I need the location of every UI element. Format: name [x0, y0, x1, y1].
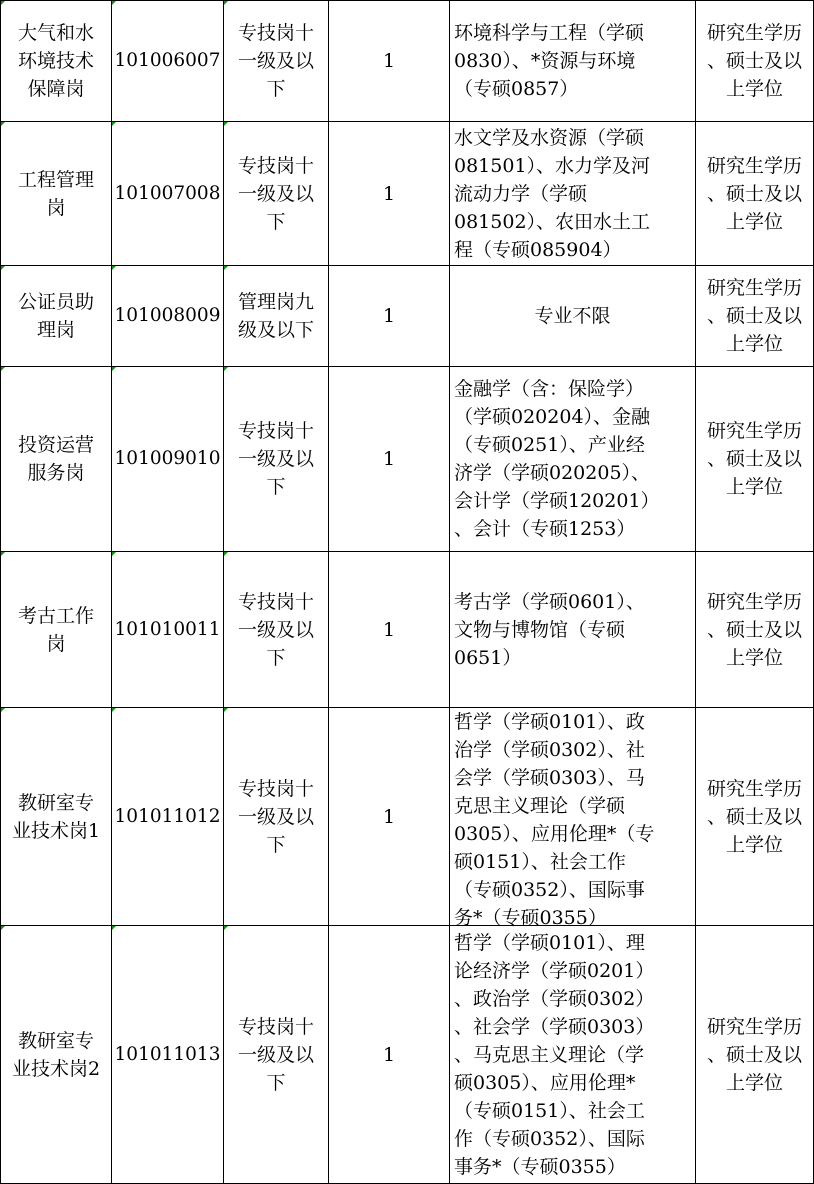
position-code-cell — [112, 367, 224, 552]
major-requirements-line: 考古学（学硕0601）、 — [454, 590, 645, 613]
position-grade-cell — [224, 266, 329, 367]
headcount-cell — [329, 266, 450, 367]
degree-requirement-line: 、硕士及以 — [706, 50, 802, 72]
cell-comment-marker — [224, 1, 228, 5]
position-name-line: 业技术岗2 — [11, 1057, 101, 1080]
position-name-cell — [1, 926, 112, 1184]
position-grade-line: 专技岗十 — [237, 420, 314, 442]
position-name-line: 教研室专 — [17, 791, 94, 814]
position-name-cell — [1, 266, 112, 367]
cell-comment-marker — [224, 266, 228, 270]
major-requirements-line: 程（专硕085904） — [454, 238, 622, 261]
degree-requirement-cell — [696, 122, 814, 266]
headcount-cell — [329, 926, 450, 1184]
degree-requirement-line: 研究生学历 — [706, 1015, 802, 1038]
table-row — [1, 708, 814, 926]
position-grade-line: 一级及以 — [237, 1043, 314, 1066]
position-name-cell — [1, 367, 112, 552]
major-requirements-line: （专硕0857） — [454, 78, 579, 100]
degree-requirement-line: 研究生学历 — [706, 154, 802, 177]
position-name-line: 服务岗 — [27, 462, 85, 484]
major-requirements-line: 哲学（学硕0101）、理 — [454, 931, 645, 954]
major-requirements-line: （专硕0352）、国际事 — [454, 879, 645, 901]
major-requirements-line: 会计学（学硕120201） — [454, 490, 660, 512]
major-requirements-line: 、马克思主义理论（学 — [454, 1043, 645, 1066]
table-row — [1, 367, 814, 552]
major-requirements-cell — [450, 552, 696, 708]
degree-requirement-cell — [696, 708, 814, 926]
headcount-cell — [329, 1, 450, 122]
degree-requirement-line: 研究生学历 — [706, 777, 802, 800]
position-grade-cell — [224, 367, 329, 552]
cell-comment-marker — [112, 367, 116, 371]
degree-requirement-cell — [696, 1, 814, 122]
cell-comment-marker — [1, 266, 5, 270]
degree-requirement-line: 上学位 — [725, 646, 783, 669]
position-grade-line: 下 — [266, 1071, 286, 1094]
degree-requirement-line: 研究生学历 — [706, 420, 802, 442]
positions-table-body — [1, 1, 814, 1184]
position-name-line: 教研室专 — [17, 1029, 94, 1052]
major-requirements-line: （学硕020204）、金融 — [454, 406, 651, 428]
major-requirements-line: （专硕0251）、产业经 — [454, 434, 645, 456]
major-requirements-cell — [450, 1, 696, 122]
degree-requirement-cell — [696, 367, 814, 552]
position-grade-line: 管理岗九 — [237, 291, 314, 313]
headcount-text: 1 — [382, 50, 396, 72]
degree-requirement-cell — [696, 552, 814, 708]
headcount-text: 1 — [382, 305, 396, 327]
degree-requirement-line: 研究生学历 — [706, 590, 802, 613]
degree-requirement-line: 上学位 — [725, 833, 783, 856]
major-requirements-line: 0830）、*资源与环境 — [454, 50, 636, 72]
position-grade-line: 下 — [266, 646, 286, 669]
cell-comment-marker — [224, 552, 228, 556]
position-grade-cell — [224, 1, 329, 122]
cell-comment-marker — [1, 1, 5, 5]
position-grade-line: 下 — [266, 210, 286, 233]
major-requirements-line: 0305）、应用伦理*（专 — [454, 823, 655, 845]
degree-requirement-line: 研究生学历 — [706, 22, 802, 44]
headcount-text: 1 — [382, 618, 396, 641]
position-code-text: 101011012 — [114, 805, 221, 827]
major-requirements-line: 、社会学（学硕0303） — [454, 1015, 655, 1038]
table-row — [1, 552, 814, 708]
position-code-text: 101010011 — [114, 618, 221, 640]
position-name-line: 岗 — [46, 632, 66, 655]
position-name-cell — [1, 708, 112, 926]
cell-comment-marker — [112, 926, 116, 930]
major-requirements-line: 会学（学硕0303）、马 — [454, 767, 645, 789]
major-requirements-line: 081501）、水力学及河 — [454, 154, 651, 177]
major-requirements-cell — [450, 122, 696, 266]
cell-comment-marker — [1, 367, 5, 371]
position-name-line: 岗 — [46, 196, 66, 219]
position-name-line: 业技术岗1 — [11, 819, 101, 842]
degree-requirement-line: 、硕士及以 — [706, 448, 802, 470]
degree-requirement-line: 上学位 — [725, 333, 783, 355]
position-grade-cell — [224, 122, 329, 266]
cell-comment-marker — [112, 552, 116, 556]
major-requirements-cell — [450, 367, 696, 552]
headcount-cell — [329, 552, 450, 708]
major-requirements-line: 硕0151）、社会工作 — [454, 851, 626, 873]
position-grade-line: 一级及以 — [237, 182, 314, 205]
position-name-line: 工程管理 — [17, 168, 94, 191]
position-grade-cell — [224, 926, 329, 1184]
headcount-text: 1 — [382, 448, 396, 470]
position-grade-line: 专技岗十 — [237, 22, 314, 44]
major-requirements-line: 0651） — [454, 646, 522, 669]
cell-comment-marker — [1, 552, 5, 556]
headcount-cell — [329, 367, 450, 552]
major-requirements-line: 金融学（含：保险学） — [454, 378, 645, 400]
cell-comment-marker — [112, 266, 116, 270]
cell-comment-marker — [224, 367, 228, 371]
position-code-text: 101009010 — [114, 448, 221, 469]
degree-requirement-line: 、硕士及以 — [706, 1043, 802, 1066]
degree-requirement-line: 、硕士及以 — [706, 182, 802, 205]
cell-comment-marker — [224, 926, 228, 930]
cell-comment-marker — [112, 708, 116, 712]
major-requirements-line: 流动力学（学硕 — [454, 182, 588, 205]
major-requirements-line: 环境科学与工程（学硕 — [454, 22, 645, 44]
position-grade-line: 专技岗十 — [237, 590, 314, 613]
position-name-cell — [1, 552, 112, 708]
position-code-cell — [112, 926, 224, 1184]
position-name-line: 大气和水 — [17, 22, 94, 44]
position-name-cell — [1, 1, 112, 122]
degree-requirement-line: 研究生学历 — [706, 277, 802, 299]
position-code-text: 101006007 — [114, 50, 221, 71]
cell-comment-marker — [1, 708, 5, 712]
cell-comment-marker — [1, 926, 5, 930]
major-requirements-line: 克思主义理论（学硕 — [454, 795, 626, 817]
table-row — [1, 926, 814, 1184]
table-row — [1, 122, 814, 266]
position-grade-line: 专技岗十 — [237, 777, 314, 800]
major-requirements-line: 哲学（学硕0101）、政 — [454, 711, 645, 733]
major-requirements-line: 论经济学（学硕0201） — [454, 959, 655, 982]
major-requirements-line: 硕0305）、应用伦理* — [454, 1071, 636, 1094]
headcount-text: 1 — [382, 1043, 396, 1066]
degree-requirement-line: 、硕士及以 — [706, 618, 802, 641]
table-row — [1, 266, 814, 367]
major-requirements-cell — [450, 926, 696, 1184]
position-grade-line: 专技岗十 — [237, 1015, 314, 1038]
position-name-line: 投资运营 — [17, 434, 94, 456]
position-grade-line: 一级及以 — [237, 448, 314, 470]
degree-requirement-line: 、硕士及以 — [706, 805, 802, 828]
position-grade-line: 下 — [266, 78, 286, 100]
position-name-line: 理岗 — [36, 319, 75, 341]
major-requirements-line: 务*（专硕0355） — [454, 907, 607, 929]
major-requirements-cell — [450, 266, 696, 367]
major-requirements-line: 081502）、农田水土工 — [454, 210, 651, 233]
position-name-line: 保障岗 — [27, 78, 85, 100]
position-name-line: 环境技术 — [17, 50, 94, 72]
headcount-text: 1 — [382, 805, 396, 828]
position-code-cell — [112, 552, 224, 708]
major-requirements-cell — [450, 708, 696, 929]
position-code-cell — [112, 266, 224, 367]
major-requirements-line: （专硕0151）、社会工 — [454, 1099, 645, 1122]
major-requirements-line: 作（专硕0352）、国际 — [454, 1127, 645, 1150]
major-requirements-line: 、会计（专硕1253） — [454, 518, 636, 540]
position-code-text: 101007008 — [114, 182, 221, 204]
headcount-cell — [329, 122, 450, 266]
cell-comment-marker — [224, 122, 228, 126]
cell-comment-marker — [224, 708, 228, 712]
headcount-text: 1 — [382, 182, 396, 205]
major-requirements-line: 济学（学硕020205）、 — [454, 462, 651, 484]
table-row — [1, 1, 814, 122]
major-requirements-line: 水文学及水资源（学硕 — [454, 126, 645, 149]
position-code-cell — [112, 708, 224, 926]
position-code-text: 101011013 — [114, 1043, 221, 1065]
position-grade-line: 一级及以 — [237, 618, 314, 641]
position-code-text: 101008009 — [114, 305, 221, 326]
cell-comment-marker — [1, 122, 5, 126]
degree-requirement-cell — [696, 926, 814, 1184]
headcount-cell — [329, 708, 450, 926]
major-requirements-line: 、政治学（学硕0302） — [454, 987, 655, 1010]
position-name-line: 公证员助 — [17, 291, 94, 313]
position-grade-line: 下 — [266, 476, 286, 498]
major-requirements-line: 治学（学硕0302）、社 — [454, 739, 645, 761]
position-code-cell — [112, 122, 224, 266]
position-code-cell — [112, 1, 224, 122]
position-grade-line: 一级及以 — [237, 805, 314, 828]
degree-requirement-line: 上学位 — [725, 476, 783, 498]
position-grade-line: 专技岗十 — [237, 154, 314, 177]
position-grade-cell — [224, 708, 329, 926]
major-requirements-line: 专业不限 — [534, 305, 611, 327]
degree-requirement-line: 上学位 — [725, 1071, 783, 1094]
position-grade-line: 下 — [266, 833, 286, 856]
cell-comment-marker — [112, 1, 116, 5]
cell-comment-marker — [112, 122, 116, 126]
degree-requirement-cell — [696, 266, 814, 367]
major-requirements-line: 事务*（专硕0355） — [454, 1155, 626, 1178]
position-grade-line: 一级及以 — [237, 50, 314, 72]
position-name-line: 考古工作 — [17, 604, 94, 627]
major-requirements-line: 文物与博物馆（专硕 — [454, 618, 626, 641]
position-name-cell — [1, 122, 112, 266]
degree-requirement-line: 、硕士及以 — [706, 305, 802, 327]
degree-requirement-line: 上学位 — [725, 210, 783, 233]
position-grade-cell — [224, 552, 329, 708]
degree-requirement-line: 上学位 — [725, 78, 783, 100]
position-grade-line: 级及以下 — [237, 319, 314, 341]
major-text-clip — [454, 708, 691, 929]
